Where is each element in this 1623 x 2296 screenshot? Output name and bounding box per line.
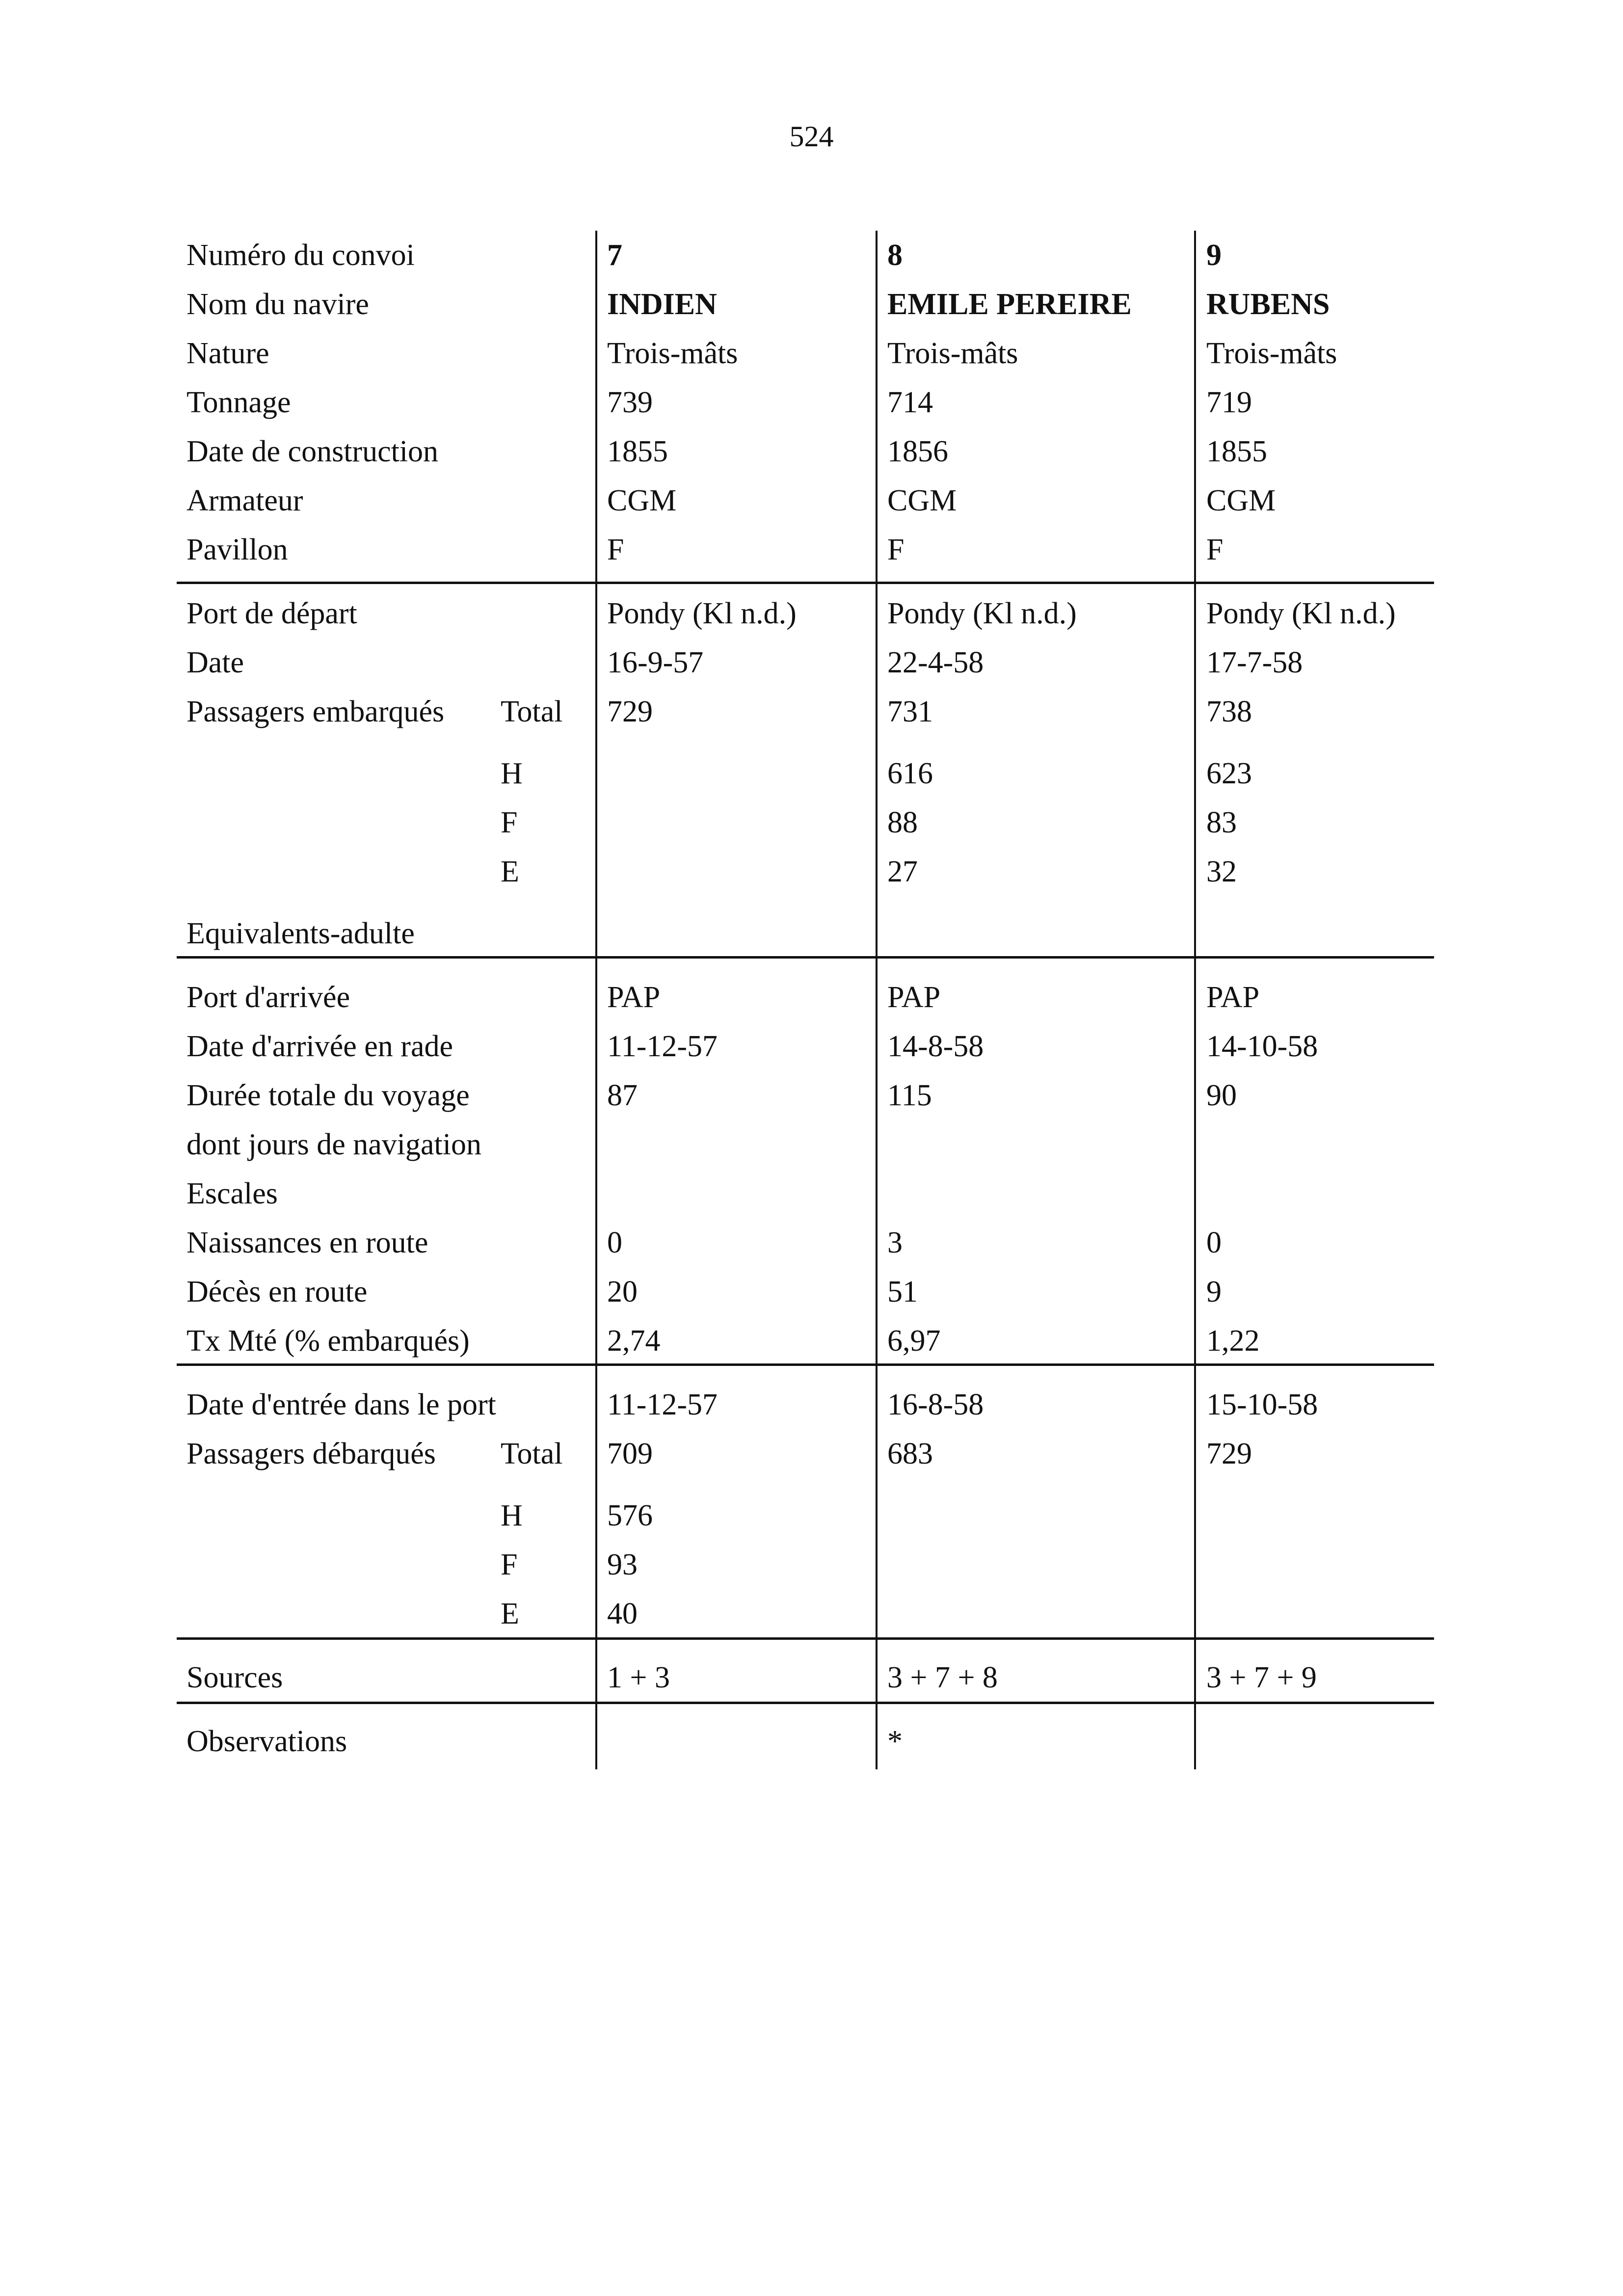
table-row bbox=[177, 638, 1434, 687]
section-rule bbox=[177, 1702, 1434, 1704]
row-label-construction: Date de construction bbox=[186, 435, 439, 468]
convoy-7-debarques-e: 40 bbox=[607, 1597, 638, 1630]
table-row bbox=[177, 525, 1434, 574]
row-label-equivalents: Equivalents-adulte bbox=[186, 917, 415, 950]
convoy-9-tx-mte: 1,22 bbox=[1206, 1324, 1260, 1358]
table-row bbox=[177, 1022, 1434, 1071]
row-label-tx-mte: Tx Mté (% embarqués) bbox=[186, 1324, 470, 1358]
section-departure bbox=[177, 589, 1434, 958]
table-row bbox=[177, 749, 1434, 798]
convoy-7-port-arrivee: PAP bbox=[607, 981, 661, 1014]
row-label-date-entree: Date d'entrée dans le port bbox=[186, 1388, 496, 1421]
row-gap bbox=[177, 1478, 1434, 1491]
row-label-embarques: Passagers embarqués bbox=[186, 695, 445, 728]
convoy-8-naissances: 3 bbox=[887, 1226, 903, 1259]
convoy-9-numero: 9 bbox=[1206, 239, 1222, 272]
column-divider bbox=[876, 231, 878, 1769]
row-label-escales: Escales bbox=[186, 1177, 278, 1210]
table-row bbox=[177, 329, 1434, 378]
convoy-9-embarques-f: 83 bbox=[1206, 806, 1237, 839]
table-row bbox=[177, 687, 1434, 736]
sublabel-total: Total bbox=[501, 1437, 563, 1470]
row-label-numero: Numéro du convoi bbox=[186, 239, 415, 272]
table-row bbox=[177, 1429, 1434, 1478]
convoy-7-tonnage: 739 bbox=[607, 386, 653, 419]
convoy-8-observations: * bbox=[887, 1725, 903, 1758]
convoy-8-embarques-f: 88 bbox=[887, 806, 918, 839]
table-row bbox=[177, 476, 1434, 525]
convoy-7-debarques-total: 709 bbox=[607, 1437, 653, 1470]
section-rule bbox=[177, 582, 1434, 584]
table-row bbox=[177, 280, 1434, 329]
convoy-8-duree: 115 bbox=[887, 1079, 932, 1112]
convoy-9-naissances: 0 bbox=[1206, 1226, 1222, 1259]
convoy-7-numero: 7 bbox=[607, 239, 622, 272]
row-label-pavillon: Pavillon bbox=[186, 533, 288, 566]
section-sources bbox=[177, 1653, 1434, 1702]
convoy-8-date-arrivee-rade: 14-8-58 bbox=[887, 1030, 984, 1063]
table-row bbox=[177, 1540, 1434, 1589]
convoy-8-tonnage: 714 bbox=[887, 386, 933, 419]
section-ship bbox=[177, 231, 1434, 574]
table-row bbox=[177, 1267, 1434, 1316]
convoy-9-date: 17-7-58 bbox=[1206, 646, 1303, 679]
convoy-7-sources: 1 + 3 bbox=[607, 1661, 670, 1694]
convoy-9-port-depart: Pondy (Kl n.d.) bbox=[1206, 597, 1396, 630]
table-row bbox=[177, 973, 1434, 1022]
table-row bbox=[177, 1589, 1434, 1638]
row-label-navire: Nom du navire bbox=[186, 288, 369, 321]
convoy-7-debarques-f: 93 bbox=[607, 1548, 638, 1581]
convoy-8-embarques-e: 27 bbox=[887, 855, 918, 888]
sublabel-h: H bbox=[501, 1499, 523, 1532]
sublabel-e: E bbox=[501, 855, 519, 888]
column-divider bbox=[595, 231, 597, 1769]
section-rule bbox=[177, 956, 1434, 959]
table-row bbox=[177, 231, 1434, 280]
table-row bbox=[177, 1717, 1434, 1766]
row-label-duree: Durée totale du voyage bbox=[186, 1079, 470, 1112]
table-row bbox=[177, 1653, 1434, 1702]
convoy-8-navire: EMILE PEREIRE bbox=[887, 288, 1132, 321]
row-label-port-arrivee: Port d'arrivée bbox=[186, 981, 350, 1014]
convoy-7-naissances: 0 bbox=[607, 1226, 622, 1259]
table-row bbox=[177, 1071, 1434, 1120]
row-label-nature: Nature bbox=[186, 337, 269, 370]
convoy-8-date: 22-4-58 bbox=[887, 646, 984, 679]
sublabel-total: Total bbox=[501, 695, 563, 728]
convoy-9-tonnage: 719 bbox=[1206, 386, 1252, 419]
row-label-naissances: Naissances en route bbox=[186, 1226, 428, 1259]
convoy-7-port-depart: Pondy (Kl n.d.) bbox=[607, 597, 797, 630]
convoy-9-deces: 9 bbox=[1206, 1275, 1222, 1308]
convoy-9-port-arrivee: PAP bbox=[1206, 981, 1260, 1014]
section-gap bbox=[177, 1365, 1434, 1380]
table-row bbox=[177, 1218, 1434, 1267]
convoy-7-date-arrivee-rade: 11-12-57 bbox=[607, 1030, 718, 1063]
convoy-7-date-entree: 11-12-57 bbox=[607, 1388, 718, 1421]
table-row bbox=[177, 427, 1434, 476]
sublabel-f: F bbox=[501, 806, 518, 839]
convoy-8-construction: 1856 bbox=[887, 435, 948, 468]
convoy-9-embarques-total: 738 bbox=[1206, 695, 1252, 728]
section-gap bbox=[177, 1702, 1434, 1717]
row-label-jours-navigation: dont jours de navigation bbox=[186, 1128, 481, 1161]
convoy-8-nature: Trois-mâts bbox=[887, 337, 1018, 370]
table-row bbox=[177, 1316, 1434, 1365]
convoy-9-duree: 90 bbox=[1206, 1079, 1237, 1112]
convoy-9-navire: RUBENS bbox=[1206, 288, 1330, 321]
convoy-9-pavillon: F bbox=[1206, 533, 1224, 566]
sublabel-e: E bbox=[501, 1597, 519, 1630]
convoy-9-debarques-total: 729 bbox=[1206, 1437, 1252, 1470]
table-row bbox=[177, 847, 1434, 896]
convoy-9-sources: 3 + 7 + 9 bbox=[1206, 1661, 1317, 1694]
convoy-8-pavillon: F bbox=[887, 533, 905, 566]
convoy-9-embarques-h: 623 bbox=[1206, 757, 1252, 790]
convoy-8-armateur: CGM bbox=[887, 484, 957, 517]
row-label-deces: Décès en route bbox=[186, 1275, 368, 1308]
section-observations bbox=[177, 1717, 1434, 1766]
row-label-observations: Observations bbox=[186, 1725, 347, 1758]
convoy-9-embarques-e: 32 bbox=[1206, 855, 1237, 888]
convoy-8-deces: 51 bbox=[887, 1275, 918, 1308]
section-voyage bbox=[177, 973, 1434, 1365]
convoy-8-embarques-h: 616 bbox=[887, 757, 933, 790]
convoy-8-port-arrivee: PAP bbox=[887, 981, 941, 1014]
convoy-8-port-depart: Pondy (Kl n.d.) bbox=[887, 597, 1077, 630]
section-gap bbox=[177, 1638, 1434, 1653]
table-row bbox=[177, 378, 1434, 427]
convoy-9-date-arrivee-rade: 14-10-58 bbox=[1206, 1030, 1318, 1063]
table-row bbox=[177, 1491, 1434, 1540]
table-row bbox=[177, 589, 1434, 638]
section-rule bbox=[177, 1637, 1434, 1640]
row-gap bbox=[177, 896, 1434, 909]
convoy-9-nature: Trois-mâts bbox=[1206, 337, 1337, 370]
row-gap bbox=[177, 736, 1434, 749]
convoy-7-date: 16-9-57 bbox=[607, 646, 704, 679]
convoy-7-nature: Trois-mâts bbox=[607, 337, 738, 370]
row-label-port-depart: Port de départ bbox=[186, 597, 357, 630]
table-row bbox=[177, 909, 1434, 958]
convoy-table bbox=[177, 231, 1434, 1766]
sublabel-f: F bbox=[501, 1548, 518, 1581]
row-label-date-arrivee-rade: Date d'arrivée en rade bbox=[186, 1030, 453, 1063]
section-gap bbox=[177, 958, 1434, 973]
sublabel-h: H bbox=[501, 757, 523, 790]
convoy-9-construction: 1855 bbox=[1206, 435, 1267, 468]
section-rule bbox=[177, 1363, 1434, 1366]
table-row bbox=[177, 1380, 1434, 1429]
convoy-7-tx-mte: 2,74 bbox=[607, 1324, 661, 1358]
convoy-8-date-entree: 16-8-58 bbox=[887, 1388, 984, 1421]
row-label-armateur: Armateur bbox=[186, 484, 303, 517]
convoy-8-embarques-total: 731 bbox=[887, 695, 933, 728]
convoy-7-embarques-total: 729 bbox=[607, 695, 653, 728]
convoy-7-armateur: CGM bbox=[607, 484, 677, 517]
section-arrival bbox=[177, 1380, 1434, 1638]
column-divider bbox=[1194, 231, 1196, 1769]
page-number: 524 bbox=[789, 120, 834, 153]
convoy-9-date-entree: 15-10-58 bbox=[1206, 1388, 1318, 1421]
row-label-tonnage: Tonnage bbox=[186, 386, 291, 419]
table-row bbox=[177, 798, 1434, 847]
table-row bbox=[177, 1169, 1434, 1218]
convoy-7-pavillon: F bbox=[607, 533, 624, 566]
row-label-date: Date bbox=[186, 646, 244, 679]
convoy-7-navire: INDIEN bbox=[607, 288, 717, 321]
convoy-7-debarques-h: 576 bbox=[607, 1499, 653, 1532]
convoy-8-tx-mte: 6,97 bbox=[887, 1324, 941, 1358]
convoy-8-debarques-total: 683 bbox=[887, 1437, 933, 1470]
row-label-debarques: Passagers débarqués bbox=[186, 1437, 436, 1470]
table-row bbox=[177, 1120, 1434, 1169]
convoy-8-sources: 3 + 7 + 8 bbox=[887, 1661, 998, 1694]
convoy-7-construction: 1855 bbox=[607, 435, 668, 468]
row-label-sources: Sources bbox=[186, 1661, 283, 1694]
convoy-7-deces: 20 bbox=[607, 1275, 638, 1308]
convoy-8-numero: 8 bbox=[887, 239, 903, 272]
convoy-9-armateur: CGM bbox=[1206, 484, 1276, 517]
convoy-7-duree: 87 bbox=[607, 1079, 638, 1112]
